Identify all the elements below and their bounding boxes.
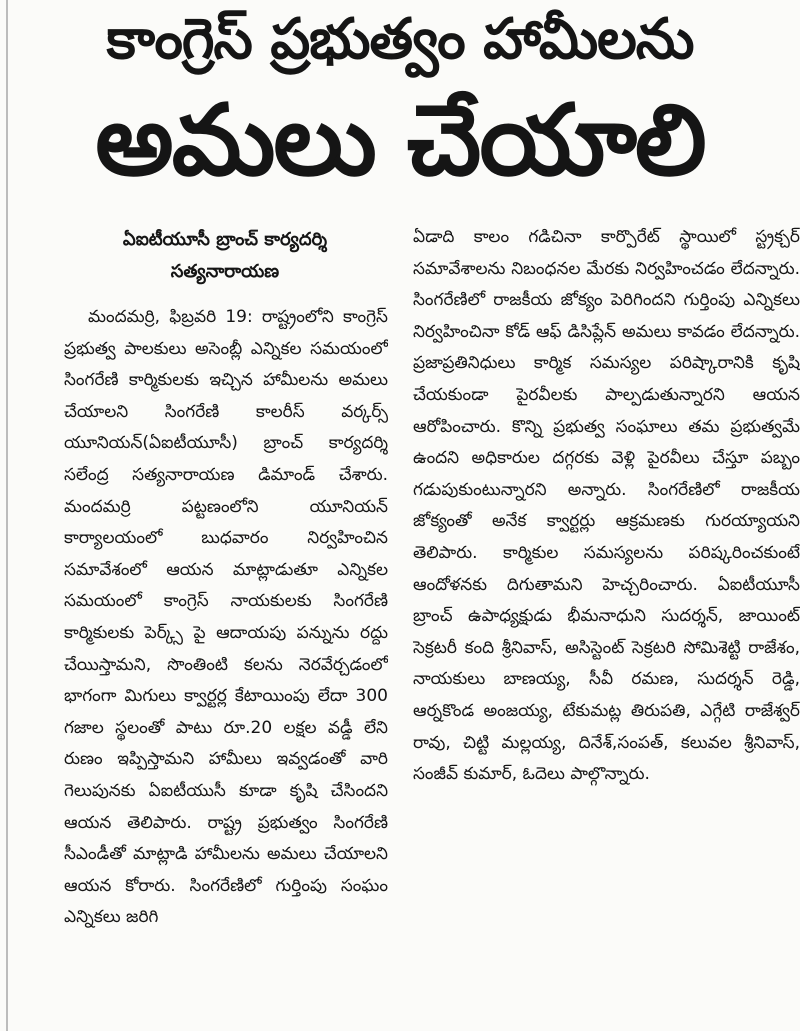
article-column-right: ఏడాది కాలం గడిచినా కార్పొరేట్ స్థాయిలో స్ట్రక్చర్ సమావేశాలను నిబంధనల మేరకు నిర్వహించడం లేదన్నారు. సింగరేణిలో రాజకీయ జోక్యం పెరిగిందని గుర్తింపు ఎన్నికలు నిర్వహించినా కోడ్ ఆఫ్ డిసిప్లేన్ అమలు కావడం లేదన్నారు. ప్రజాప్రతినిధులు కార్మిక సమస్యల పరిష్కారానికి కృషి చేయకుండా పైరవీలకు పాల్పడుతున్నారని ఆయన ఆరోపించారు. కొన్ని ప్రభుత్వ సంఘాలు తమ ప్రభుత్వమే ఉందని అధికారుల దగ్గరకు వెళ్లి పైరవీలు చేస్తూ పబ్బం గడుపుకుంటున్నారని అన్నారు. సింగరేణిలో రాజకీయ జోక్యంతో అనేక క్వార్టర్లు ఆక్రమణకు గురయ్యాయని తెలిపారు. కార్మికుల సమస్యలను పరిష్కరించకుంటే ఆందోళనకు దిగుతామని హెచ్చరించారు. ఏఐటీయూసీ బ్రాంచ్ ఉపాధ్యక్షుడు భీమనాధుని సుదర్శన్, జాయింట్ సెక్రటరీ కంది శ్రీనివాస్, అసిస్టెంట్ సెక్రటరి సోమిశెట్టి రాజేశం, నాయకులు బాణయ్య, సీవీ రమణ, సుదర్శన్ రెడ్డి, ఆర్నకొండ అంజయ్య, టేకుమట్ల తిరుపతి, ఎగ్గేటి రాజేశ్వర్ రావు, చిట్టి మల్లయ్య, దినేశ్,సంపత్, కలువల శ్రీనివాస్, సంజీవ్ కుమార్, ఓదెలు పాల్గొన్నారు. <box>413 227 800 785</box>
left-border-rule <box>6 0 8 1031</box>
byline <box>62 224 388 288</box>
headline-line-2: అమలు చేయాలి <box>95 84 705 198</box>
byline-name: సత్యనారాయణ <box>170 261 280 282</box>
headline-line-1: కాంగ్రెస్ ప్రభుత్వం హామీలను <box>106 7 694 72</box>
article-column-left: మందమర్రి, ఫిబ్రవరి 19: రాష్ట్రంలోని కాంగ్రెస్ ప్రభుత్వ పాలకులు అసెంబ్లీ ఎన్నికల సమయంలో సింగరేణి కార్మికులకు ఇచ్చిన హామీలను అమలు చేయాలని సింగరేణి కాలరీస్ వర్కర్స్ యూనియన్(ఏఐటీయూసీ) బ్రాంచ్ కార్యదర్శి సలేంద్ర సత్యనారాయణ డిమాండ్ చేశారు. మందమర్రి పట్టణంలోని యూనియన్ కార్యాలయంలో బుధవారం నిర్వహించిన సమావేశంలో ఆయన మాట్లాడుతూ ఎన్నికల సమయంలో కాంగ్రెస్ నాయకులకు సింగరేణి కార్మికులకు పెర్క్స్ పై ఆదాయపు పన్నును రద్దు చేయిస్తామని, సొంతింటి కలను నెరవేర్చడంలో భాగంగా మిగులు క్వార్టర్ల కేటాయింపు లేదా 300 గజాల స్థలంతో పాటు రూ.20 లక్షల వడ్డీ లేని రుణం ఇప్పిస్తామని హామీలు ఇవ్వడంతో వారి గెలుపునకు ఏఐటీయుసీ కూడా కృషి చేసిందని ఆయన తెలిపారు. రాష్ట్ర ప్రభుత్వం సింగరేణి సీఎండీతో మాట్లాడి హామీలను అమలు చేయాలని ఆయన కోరారు. సింగరేణిలో గుర్తింపు సంఘం ఎన్నికలు జరిగి <box>64 307 388 928</box>
byline-title: ఏఐటీయూసీ బ్రాంచ్ కార్యదర్శి <box>122 229 328 250</box>
